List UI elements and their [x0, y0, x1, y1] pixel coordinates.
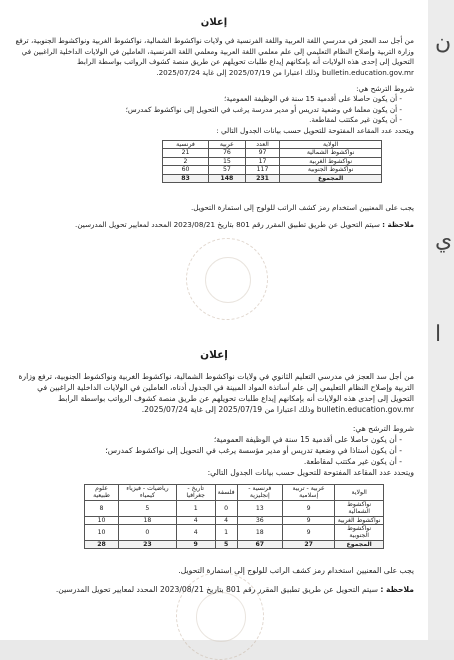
- table-cell: 10: [85, 516, 119, 524]
- table-row: [163, 166, 382, 174]
- table-cell: 15: [209, 157, 246, 165]
- table-cell: 76: [209, 149, 246, 157]
- announcement-body: من أجل سد العجز في مدرسي التعليم الثانوي في ولايات نواكشوط الشمالية، نواكشوط الغربية ونواكشوط الجنوبية، ترفع وزارة التربية وإصلاح النظام التعليمي إلى علم أساتذة المواد المبينة في الجدول أدناه، العاملين في الولايات الداخلية الراغبين في التحويل إلى إحدى هذه الولايات أنه بإمكانهم إيداع طلبات تحويلهم عن طريق منصة كشوف الرواتب بواسطة الرابط bulletin.education.gov.mr وذلك اعتبارا من 2025/07/19 إلى غاية 2025/07/24.: [18, 372, 414, 414]
- table-header-cell: فلسفة: [215, 485, 237, 501]
- instruction-text: يجب على المعنيين استخدام رمز كشف الراتب للولوج إلى استمارة التحويل.: [190, 203, 414, 213]
- table-cell: 21: [163, 149, 209, 157]
- table-cell: 57: [209, 166, 246, 174]
- table-cell: 0: [215, 500, 237, 516]
- table-header-cell: فرنسية: [163, 141, 209, 149]
- table-cell: 60: [163, 166, 209, 174]
- announcement-first: [14, 18, 414, 230]
- table-header-row: [85, 485, 384, 501]
- criteria-item: - أن يكون حاصلا على أقدمية 15 سنة في الوظيفة العمومية؛: [14, 94, 402, 104]
- table-cell: 8: [85, 500, 119, 516]
- announcement-body: من أجل سد العجز في مدرسي اللغة العربية واللغة الفرنسية في ولايات نواكشوط الشمالية، نواكشوط الغربية ونواكشوط الجنوبية، ترفع وزارة التربية وإصلاح النظام التعليمي إلى علم معلمي اللغة العربية ومعلمي اللغة الفرنسية، العاملين في الولايات الداخلية الراغبين في التحويل إلى إحدى هذه الولايات أنه بإمكانهم إيداع طلبات تحويلهم عن طريق منصة كشوف الرواتب بواسطة الرابط bulletin.education.gov.mr وذلك اعتبارا من 2025/07/19 إلى غاية 2025/07/24.: [15, 36, 414, 77]
- table-header-row: [163, 141, 382, 149]
- table-cell: 23: [119, 540, 177, 548]
- criteria-item: - أن يكون معلما في وضعية تدريس أو مدير مدرسة يرغب في التحويل إلى نواكشوط كمدرس؛: [14, 105, 402, 115]
- table-cell: 5: [119, 500, 177, 516]
- table-cell: 2: [163, 157, 209, 165]
- table-header-cell: الولاية: [335, 485, 384, 501]
- ministry-seal-watermark: [186, 238, 268, 320]
- adjacent-page-edge: [428, 0, 454, 640]
- table-cell: 9: [283, 525, 335, 541]
- table-cell: 117: [245, 166, 280, 174]
- table-row: [85, 516, 384, 524]
- table-cell: 13: [237, 500, 282, 516]
- table-header-cell: عربية: [209, 141, 246, 149]
- table-cell: 9: [283, 500, 335, 516]
- note-label: ملاحظة :: [382, 219, 414, 229]
- table-cell: 67: [237, 540, 282, 548]
- seats-table: [84, 484, 384, 549]
- table-cell: نواكشوط الشمالية: [280, 149, 382, 157]
- table-cell: 4: [176, 516, 215, 524]
- table-row: [85, 500, 384, 516]
- table-cell: 1: [215, 525, 237, 541]
- table-cell: 231: [245, 174, 280, 182]
- table-cell: 17: [245, 157, 280, 165]
- table-intro: ويتحدد عدد المقاعد المفتوحة للتحويل حسب بيانات الجدول التالي:: [207, 468, 414, 477]
- table-cell: 9: [176, 540, 215, 548]
- table-cell: 1: [176, 500, 215, 516]
- table-cell: 9: [283, 516, 335, 524]
- table-cell: 10: [85, 525, 119, 541]
- table-cell: 5: [215, 540, 237, 548]
- table-row: [85, 525, 384, 541]
- criteria-title: شروط الترشح هي:: [352, 424, 414, 433]
- table-total-row: [85, 540, 384, 548]
- table-cell: نواكشوط الجنوبية: [335, 525, 384, 541]
- announcement-second: [14, 350, 414, 595]
- table-header-cell: عربية - تربية إسلامية: [283, 485, 335, 501]
- note: [14, 584, 414, 595]
- table-cell: 97: [245, 149, 280, 157]
- announcement-title: إعلان: [200, 349, 228, 361]
- instruction-text: يجب على المعنيين استخدام رمز كشف الراتب للولوج إلى استمارة التحويل.: [178, 566, 414, 576]
- table-cell: 4: [176, 525, 215, 541]
- criteria-item: - أن يكون حاصلا على أقدمية 15 سنة في الوظيفة العمومية؛: [14, 434, 402, 445]
- criteria-title: شروط الترشح هي:: [356, 84, 414, 94]
- table-cell: المجموع: [335, 540, 384, 548]
- table-header-cell: رياضيات - فيزياء كيمياء: [119, 485, 177, 501]
- table-header-cell: الولاية: [280, 141, 382, 149]
- adjacent-page-fragment: ن: [435, 30, 452, 55]
- note: [14, 220, 414, 230]
- table-row: [163, 157, 382, 165]
- table-cell: نواكشوط الجنوبية: [280, 166, 382, 174]
- table-cell: نواكشوط الشمالية: [335, 500, 384, 516]
- criteria-item: - أن يكون غير مكتتب لمقاطعة.: [14, 456, 402, 467]
- note-text: سيتم التحويل عن طريق تطبيق المقرر رقم 801 بتاريخ 2023/08/21 المحدد لمعايير تحويل المدرسين.: [75, 219, 380, 229]
- criteria-list: [14, 94, 414, 125]
- table-cell: 18: [237, 525, 282, 541]
- criteria-list: [14, 434, 414, 467]
- table-intro: ويتحدد عدد المقاعد المفتوحة للتحويل حسب بيانات الجدول التالي :: [216, 125, 414, 135]
- note-label: ملاحظة :: [380, 585, 414, 595]
- adjacent-page-fragment: ي: [435, 228, 453, 253]
- table-cell: نواكشوط الغربية: [335, 516, 384, 524]
- table-cell: المجموع: [280, 174, 382, 182]
- criteria-item: - أن يكون غير مكتتب لمقاطعة.: [14, 115, 402, 125]
- seats-table: [162, 140, 382, 183]
- table-cell: 83: [163, 174, 209, 182]
- table-cell: 18: [119, 516, 177, 524]
- table-cell: 0: [119, 525, 177, 541]
- table-cell: 148: [209, 174, 246, 182]
- table-header-cell: فرنسية - إنجليزية: [237, 485, 282, 501]
- announcement-title: إعلان: [200, 17, 228, 28]
- table-cell: 36: [237, 516, 282, 524]
- table-total-row: [163, 174, 382, 182]
- table-header-cell: تاريخ - جغرافيا: [176, 485, 215, 501]
- table-header-cell: علوم طبيعية: [85, 485, 119, 501]
- table-header-cell: العدد: [245, 141, 280, 149]
- note-text: سيتم التحويل عن طريق تطبيق المقرر رقم 801 بتاريخ 2023/08/21 المحدد لمعايير تحويل المدرسين.: [55, 585, 378, 595]
- table-cell: 28: [85, 540, 119, 548]
- table-cell: نواكشوط الغربية: [280, 157, 382, 165]
- criteria-item: - أن يكون أستاذا في وضعية تدريس أو مدير مؤسسة يرغب في التحويل إلى نواكشوط كمدرس؛: [14, 445, 402, 456]
- table-cell: 27: [283, 540, 335, 548]
- table-row: [163, 149, 382, 157]
- adjacent-page-fragment: ا: [435, 322, 442, 347]
- table-cell: 4: [215, 516, 237, 524]
